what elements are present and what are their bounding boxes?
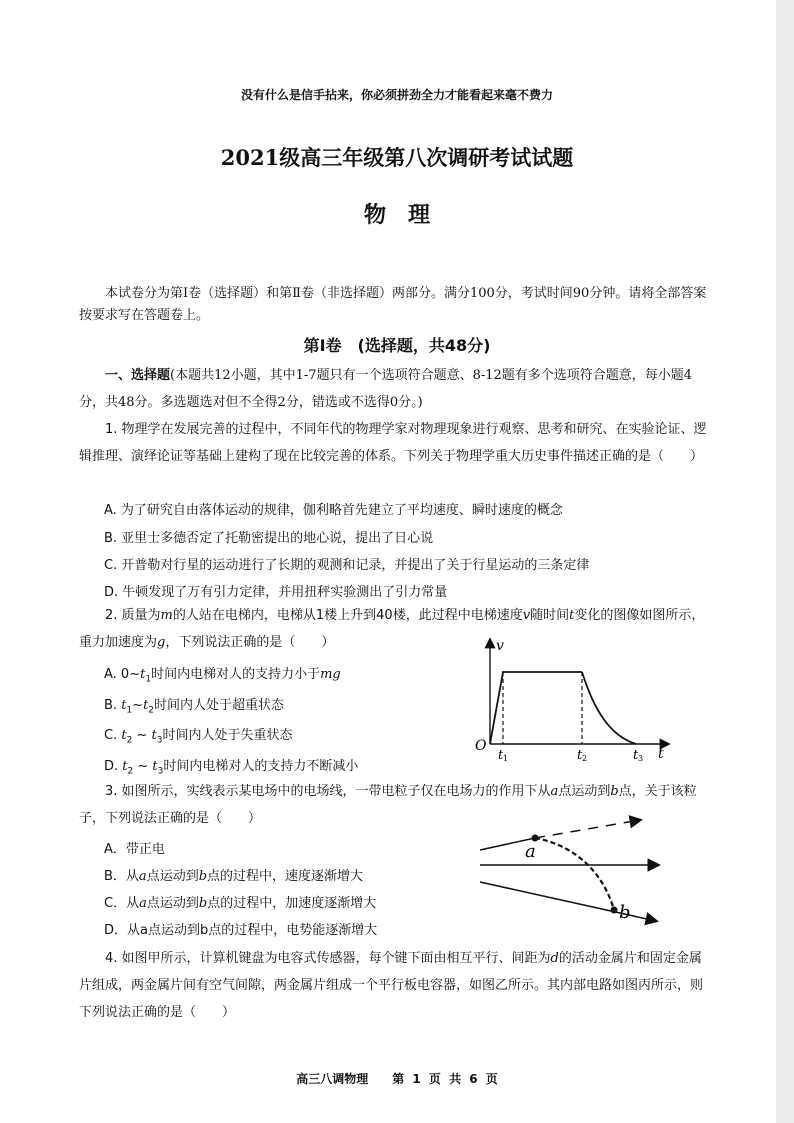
origin-label: O: [475, 738, 487, 754]
var-a: a: [139, 896, 147, 911]
opt-text: 点运动到: [146, 869, 199, 884]
q4-stem-part: 的活动金属片和固定金属片组成，两金属片间有空气间隙，两金属片组成一个平行板电容器，如图乙所示。其内部电路如图丙所示，则下列说法正确的是（ ）: [79, 951, 704, 1020]
sub: 1: [145, 674, 152, 685]
q3-var-b: b: [610, 784, 619, 799]
instr-label: 一、选择题: [105, 368, 171, 383]
q1-option-a: A. 为了研究自由落体运动的规律，伽利略首先建立了平均速度、瞬时速度的概念: [104, 503, 563, 518]
opt-text: 时间内电梯对人的支持力小于: [151, 667, 321, 682]
opt-text: C.: [104, 728, 122, 743]
v-axis-label: v: [496, 638, 504, 654]
opt-text: C．从: [104, 896, 140, 911]
sub: 3: [157, 766, 164, 777]
q1-option-c: C. 开普勒对行星的运动进行了长期的观测和记录，并提出了关于行星运动的三条定律: [104, 558, 590, 573]
q1-option-b: B. 亚里士多德否定了托勒密提出的地心说，提出了日心说: [104, 531, 434, 546]
field-line-upper-dashed: [535, 820, 640, 838]
particle-trajectory: [535, 838, 614, 910]
opt-text: 点的过程中，加速度逐渐增大: [207, 896, 377, 911]
q2-stem-part: 随时间: [530, 608, 570, 623]
t3-subscript: 3: [638, 754, 644, 762]
sub: 3: [156, 735, 163, 746]
var-b: b: [198, 869, 208, 884]
q1-stem: 1. 物理学在发展完善的过程中，不同年代的物理学家对物理现象进行观察、思考和研究、在实验论证、逻辑推理、演绎论证等基础上建构了现在比较完善的体系。下列关于物理学重大历史事件描述正确的是（ ）: [79, 422, 707, 464]
q1-option-d: D. 牛顿发现了万有引力定律，并用扭秤实验测出了引力常量: [104, 585, 448, 600]
exam-title: 2021级高三年级第八次调研考试试题: [220, 145, 574, 170]
label-b: b: [619, 902, 631, 923]
velocity-curve-decreasing: [582, 672, 636, 744]
sub: 2: [148, 705, 155, 716]
opt-text: 时间内人处于超重状态: [154, 698, 285, 713]
sub: 1: [126, 705, 133, 716]
opt-text: ~: [133, 759, 153, 774]
opt-text: ~: [132, 728, 152, 743]
sym-t: t: [122, 759, 128, 774]
opt-text: B.: [104, 698, 122, 713]
page-footer: 高三八调物理 第 1 页 共 6 页: [296, 1072, 498, 1086]
q3-stem-part: 点运动到: [558, 784, 611, 799]
q3-option-b: [104, 865, 363, 884]
q2-stem-part: 的人站在电梯内，电梯从1楼上升到40楼，此过程中电梯速度: [172, 608, 523, 623]
q3-option-a: A．带正电: [104, 842, 165, 857]
q3-stem-part: 3. 如图所示，实线表示某电场中的电场线，一带电粒子仅在电场力的作用下从: [105, 784, 551, 799]
q2-option-d: [104, 755, 358, 777]
q3-stem-part: 点，关于该粒子，下列说法正确的是（ ）: [79, 784, 697, 826]
sub: 2: [126, 735, 133, 746]
opt-text: 点运动到: [146, 896, 199, 911]
opt-text: 时间内人处于失重状态: [162, 728, 293, 743]
point-b: [611, 907, 618, 914]
subject-title: 物 理: [363, 203, 430, 228]
t2-label: t: [577, 748, 583, 762]
opt-text: ~: [132, 698, 144, 713]
opt-text: 点的过程中，速度逐渐增大: [207, 869, 364, 884]
q2-stem-part: 变化的图像如图所示，重力加速度为: [79, 608, 705, 650]
q2-stem-part: ，下列说法正确的是（ ）: [165, 635, 335, 650]
sym-t: t: [152, 759, 158, 774]
q2-option-a: [104, 663, 341, 685]
q2-var-v: v: [522, 608, 531, 623]
sym-t: t: [151, 728, 157, 743]
t1-subscript: 1: [503, 754, 509, 762]
opt-text: A. 0~: [104, 667, 141, 682]
t2-subscript: 2: [582, 754, 588, 762]
q4-var-d: d: [550, 951, 559, 966]
q2-var-g: g: [157, 635, 166, 650]
section-title: 第Ⅰ卷 (选择题，共48分): [303, 336, 491, 355]
q2-velocity-time-graph: [470, 632, 680, 762]
q2-var-t: t: [569, 608, 575, 623]
header-motto: 没有什么是信手拈来，你必须拼劲全力才能看起来毫不费力: [240, 88, 553, 102]
opt-text: 时间内电梯对人的支持力不断减小: [163, 759, 359, 774]
q3-option-c: [104, 892, 376, 911]
instr-text: (本题共12小题，其中1-7题只有一个选项符合题意、8-12题有多个选项符合题意，每小题4分，共48分。多选题选对但不全得2分，错选或不选得0分。): [79, 368, 693, 410]
t3-label: t: [633, 748, 639, 762]
q3-option-d: D．从a点运动到b点的过程中，电势能逐渐增大: [104, 923, 378, 938]
opt-text: D.: [104, 759, 123, 774]
t-axis-label: t: [658, 746, 664, 762]
q2-var-m: m: [160, 608, 173, 623]
opt-text: B．从: [104, 869, 139, 884]
sym-t: t: [143, 698, 149, 713]
var-a: a: [138, 869, 147, 884]
t1-label: t: [498, 748, 504, 762]
sym-t: t: [121, 728, 127, 743]
velocity-curve-rising-flat: [490, 672, 582, 744]
q3-var-a: a: [550, 784, 559, 799]
q4-stem: [79, 945, 709, 1026]
q4-stem-part: 4. 如图甲所示，计算机键盘为电容式传感器，每个键下面由相互平行、间距为: [105, 951, 551, 966]
section-instructions: [79, 362, 709, 416]
label-a: a: [525, 841, 536, 862]
q2-option-b: [104, 694, 284, 716]
q2-stem-part: 2. 质量为: [105, 608, 161, 623]
sym-mg: mg: [320, 667, 341, 682]
sub: 2: [127, 766, 134, 777]
sym-t: t: [140, 667, 146, 682]
q2-option-c: [104, 724, 292, 746]
q3-electric-field-diagram: [470, 808, 670, 926]
sym-t: t: [121, 698, 127, 713]
exam-intro: 本试卷分为第Ⅰ卷（选择题）和第Ⅱ卷（非选择题）两部分。满分100分，考试时间90分钟。请将全部答案按要求写在答题卷上。: [79, 286, 707, 323]
var-b: b: [198, 896, 208, 911]
